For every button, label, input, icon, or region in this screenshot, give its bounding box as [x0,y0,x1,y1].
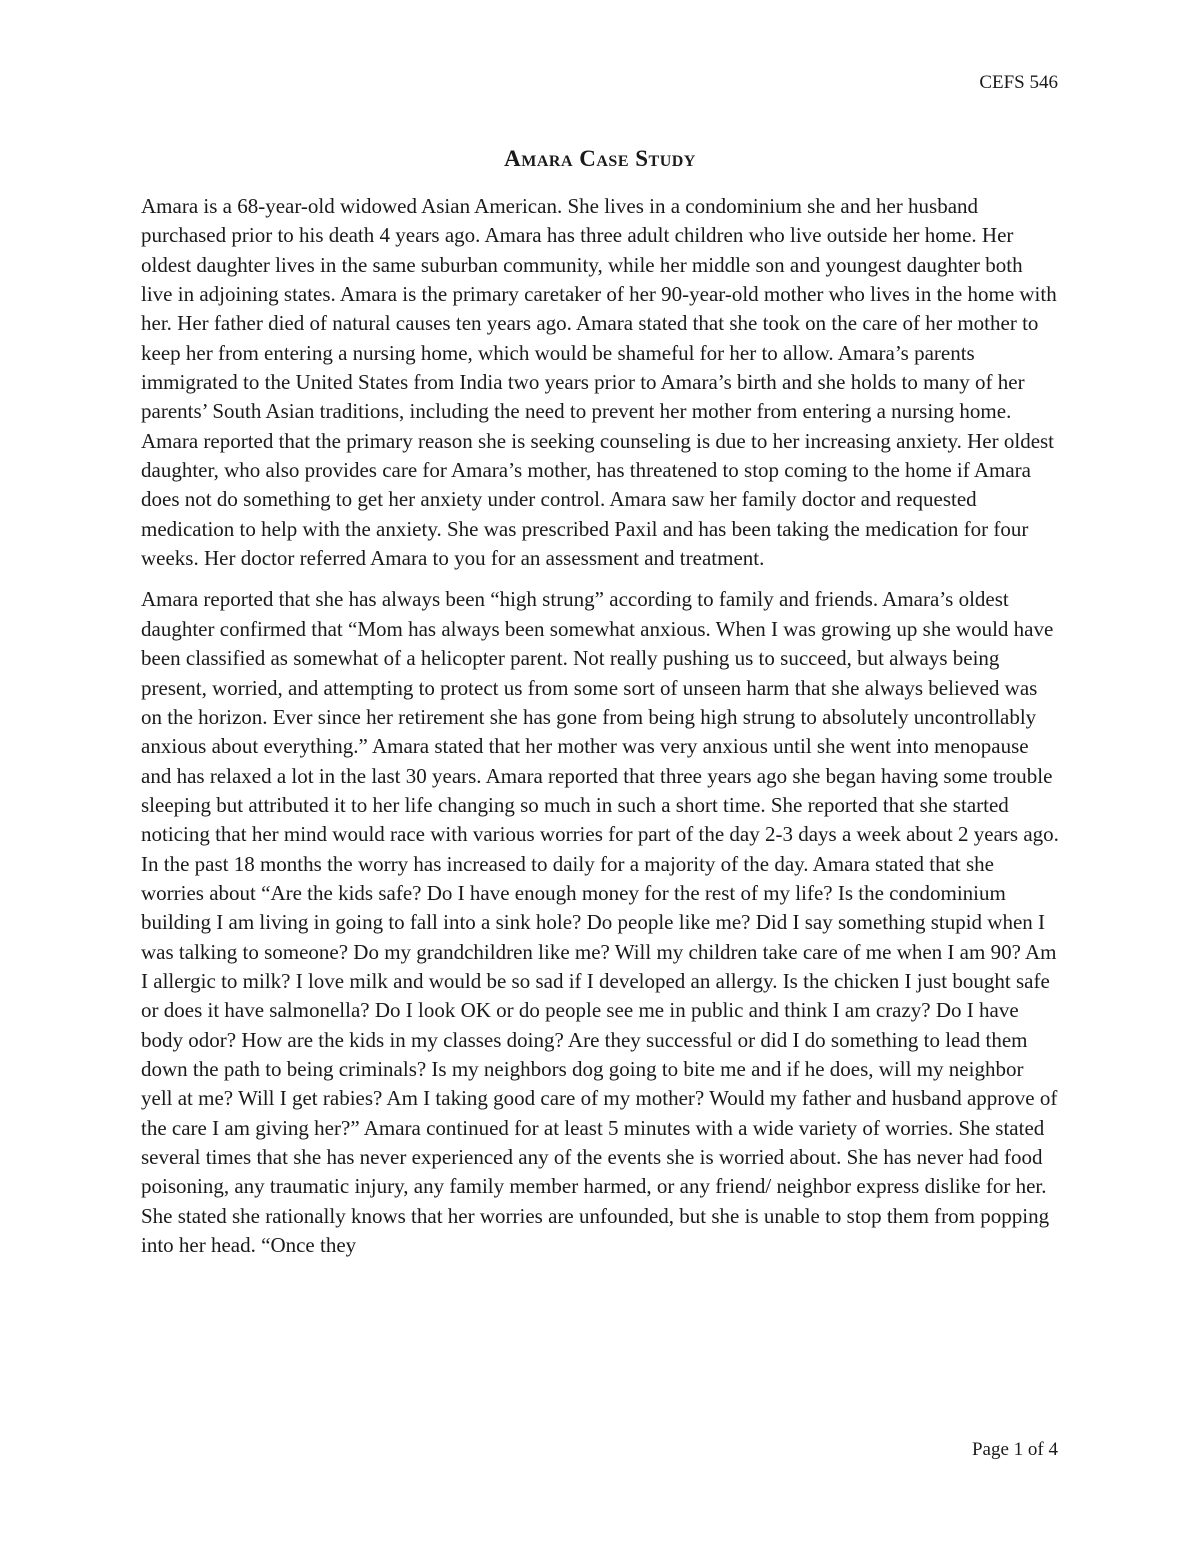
paragraph: Amara reported that she has always been “high strung” according to family and friends. Amara’s oldest daughter confirmed that “Mom has always been somewhat anxious. When I was growing up she would have been classified as somewhat of a helicopter parent. Not really pushing us to succeed, but always being present, worried, and attempting to protect us from some sort of unseen harm that she always believed was on the horizon. Ever since her retirement she has gone from being high strung to absolutely uncontrollably anxious about everything.” Amara stated that her mother was very anxious until she went into menopause and has relaxed a lot in the last 30 years. Amara reported that three years ago she began having some trouble sleeping but attributed it to her life changing so much in such a short time. She reported that she started noticing that her mind would race with various worries for part of the day 2-3 days a week about 2 years ago. In the past 18 months the worry has increased to daily for a majority of the day. Amara stated that she worries about “Are the kids safe? Do I have enough money for the rest of my life? Is the condominium building I am living in going to fall into a sink hole? Do people like me? Did I say something stupid when I was talking to someone? Do my grandchildren like me? Will my children take care of me when I am 90? Am I allergic to milk? I love milk and would be so sad if I developed an allergy. Is the chicken I just bought safe or does it have salmonella? Do I look OK or do people see me in public and think I am crazy? Do I have body odor? How are the kids in my classes doing? Are they successful or did I do something to lead them down the path to being criminals? Is my neighbors dog going to bite me and if he does, will my neighbor yell at me? Will I get rabies? Am I taking good care of my mother? Would my father and husband approve of the care I am giving her?” Amara continued for at least 5 minutes with a wide variety of worries. She stated several times that she has never experienced any of the events she is worried about. She has never had food poisoning, any traumatic injury, any family member harmed, or any friend/ neighbor express dislike for her. She stated she rationally knows that her worries are unfounded, but she is unable to stop them from popping into her head. “Once they [141,587,1059,1258]
document-body [141,192,1059,1260]
paragraph: Amara is a 68-year-old widowed Asian American. She lives in a condominium she and her husband purchased prior to his death 4 years ago. Amara has three adult children who live outside her home. Her oldest daughter lives in the same suburban community, while her middle son and youngest daughter both live in adjoining states. Amara is the primary caretaker of her 90-year-old mother who lives in the home with her. Her father died of natural causes ten years ago. Amara stated that she took on the care of her mother to keep her from entering a nursing home, which would be shameful for her to allow. Amara’s parents immigrated to the United States from India two years prior to Amara’s birth and she holds to many of her parents’ South Asian traditions, including the need to prevent her mother from entering a nursing home. Amara reported that the primary reason she is seeking counseling is due to her increasing anxiety. Her oldest daughter, who also provides care for Amara’s mother, has threatened to stop coming to the home if Amara does not do something to get her anxiety under control. Amara saw her family doctor and requested medication to help with the anxiety. She was prescribed Paxil and has been taking the medication for four weeks. Her doctor referred Amara to you for an assessment and treatment. [141,194,1057,571]
document-title: Amara Case Study [504,146,696,171]
course-code: CEFS 546 [979,72,1058,93]
page-number: Page 1 of 4 [971,1439,1058,1460]
